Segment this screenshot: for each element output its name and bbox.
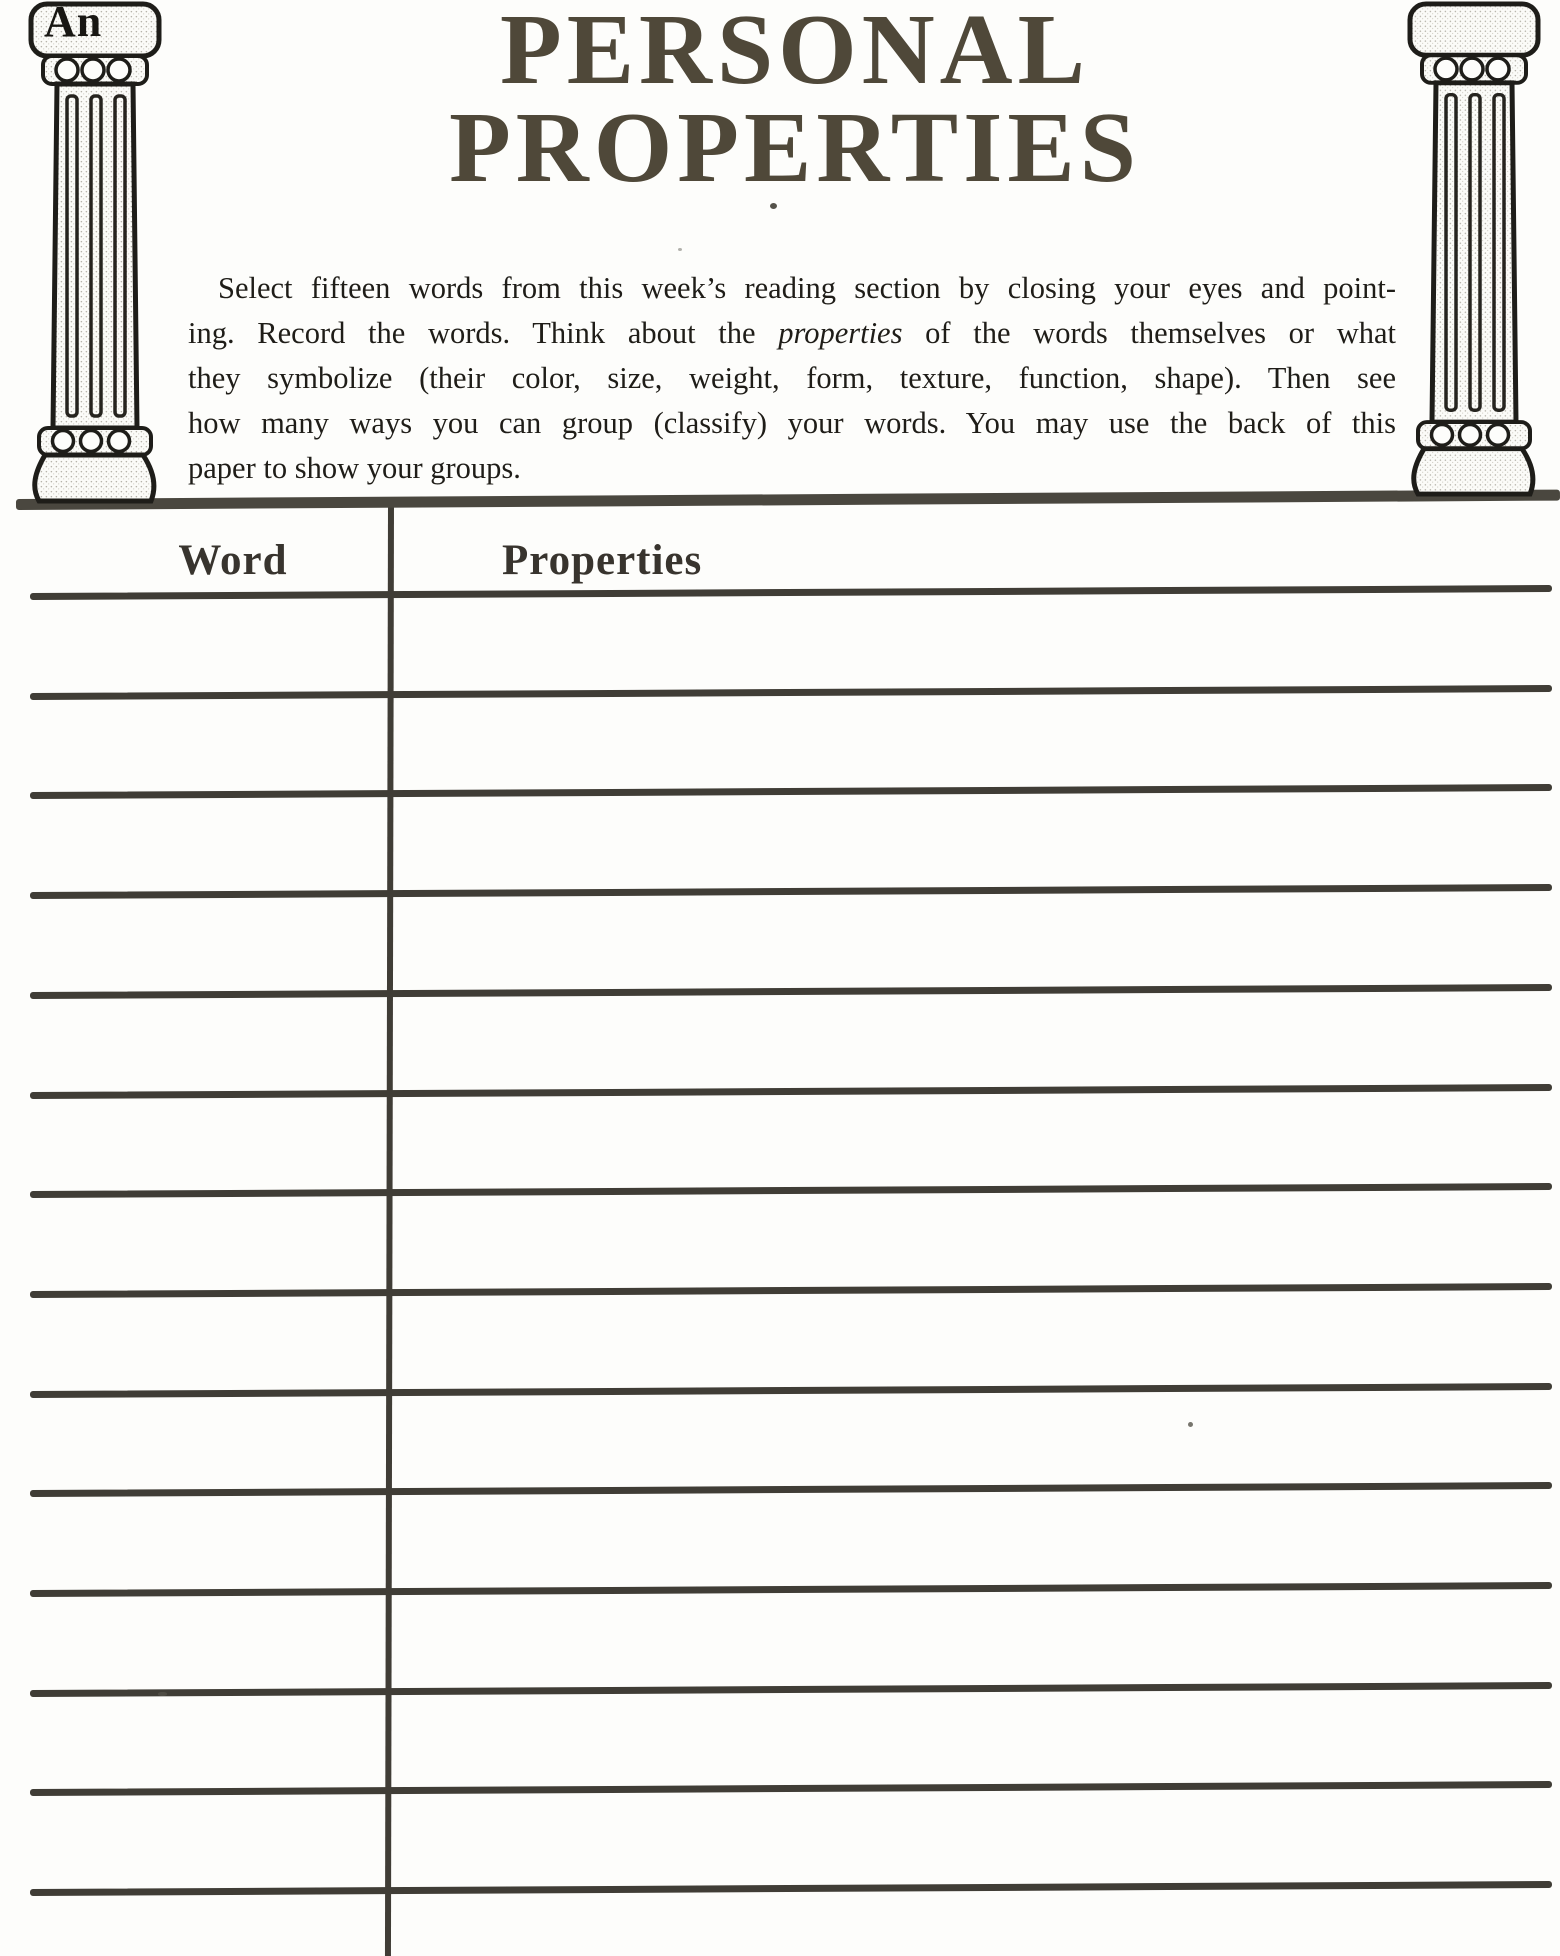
writing-line (30, 1283, 1552, 1298)
instructions-paragraph (188, 266, 1396, 491)
instructions-line (188, 356, 1396, 401)
writing-line (30, 1781, 1552, 1796)
instructions-text: paper to show your groups. (188, 451, 521, 485)
instructions-line (188, 446, 1396, 491)
scan-speck (770, 203, 777, 209)
scan-speck (1188, 1422, 1193, 1427)
scan-speck (678, 248, 682, 251)
writing-line (30, 1582, 1552, 1597)
instructions-italic-word: properties (778, 316, 903, 350)
instructions-text: of the words themselves or what (902, 316, 1396, 350)
instructions-text: Select fifteen words from this week’s reading section by closing your eyes and point- (218, 271, 1396, 305)
page-title-line1: PERSONAL (500, 0, 1090, 105)
writing-line (30, 1482, 1552, 1497)
writing-line (30, 784, 1552, 799)
column-header-properties: Properties (502, 537, 703, 584)
writing-line (30, 585, 1552, 600)
writing-line (30, 685, 1552, 700)
table-top-border (16, 490, 1560, 510)
writing-line (30, 984, 1552, 999)
scan-speck (158, 1692, 167, 1696)
column-header-word: Word (178, 537, 288, 584)
instructions-line (188, 266, 1396, 311)
instructions-line (188, 401, 1396, 446)
writing-line (30, 1682, 1552, 1697)
page-title (340, 0, 1250, 203)
writing-line (30, 1183, 1552, 1198)
writing-line (30, 1084, 1552, 1099)
greek-column-icon (25, 0, 165, 505)
table-column-divider (385, 503, 394, 1956)
corner-label: An (44, 0, 103, 46)
instructions-text: ing. Record the words. Think about the (188, 316, 779, 350)
page-title-line2: PROPERTIES (449, 91, 1141, 203)
instructions-text: how many ways you can group (classify) your words. You may use the back of this (188, 406, 1396, 440)
greek-column-icon (1404, 0, 1544, 498)
instructions-line (188, 311, 1396, 356)
instructions-text: they symbolize (their color, size, weight, form, texture, function, shape). Then see (188, 361, 1396, 395)
writing-line (30, 884, 1552, 899)
writing-line (30, 1881, 1552, 1896)
writing-line (30, 1383, 1552, 1398)
